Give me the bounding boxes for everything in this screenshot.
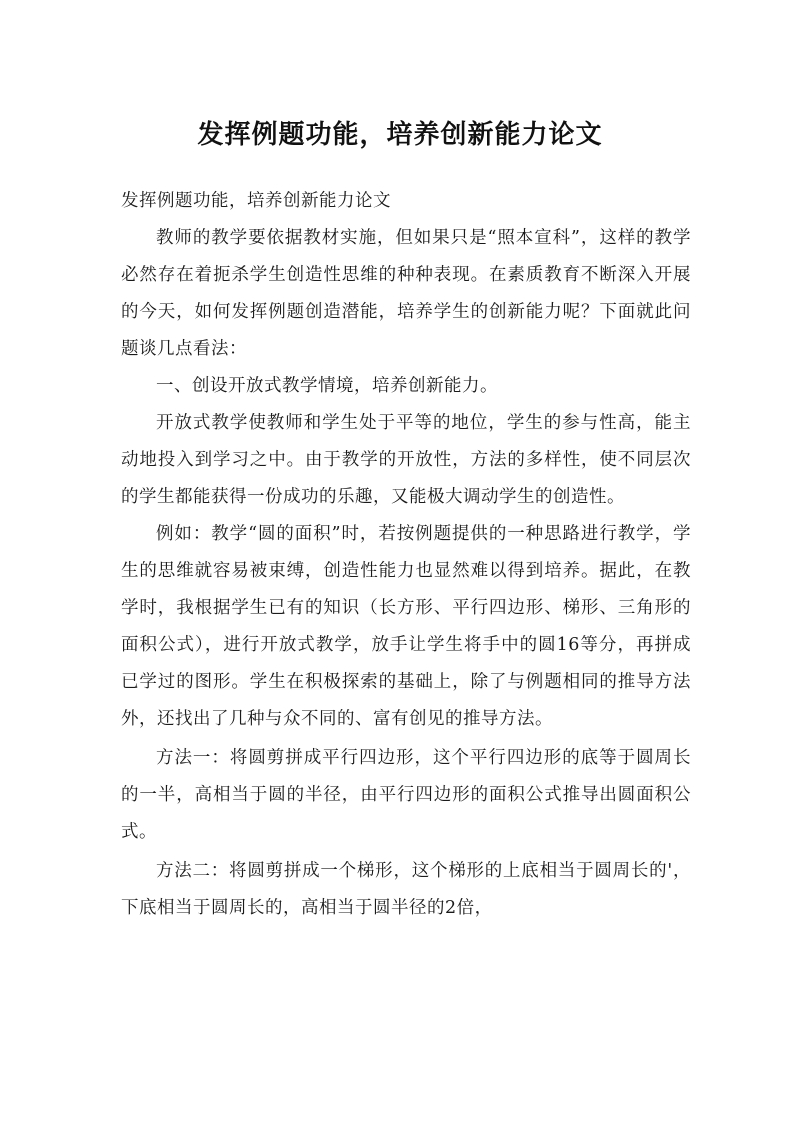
- section-heading-1: 一、创设开放式教学情境，培养创新能力。: [156, 376, 498, 396]
- document-subtitle: 发挥例题功能，培养创新能力论文: [121, 191, 391, 211]
- paragraph-open-teaching: 开放式教学使教师和学生处于平等的地位，学生的参与性高，能主动地投入到学习之中。由于教学的开放性，方法的多样性，使不同层次的学生都能获得一份成功的乐趣，又能极大调动学生的创造性。: [121, 413, 691, 507]
- paragraph-method-2: 方法二：将圆剪拼成一个梯形，这个梯形的上底相当于圆周长的'，下底相当于圆周长的，高相当于圆半径的2倍，: [121, 861, 691, 918]
- paragraph-method-1: 方法一：将圆剪拼成平行四边形，这个平行四边形的底等于圆周长的一半，高相当于圆的半径，由平行四边形的面积公式推导出圆面积公式。: [121, 748, 691, 842]
- document-body: [121, 183, 691, 927]
- document-title: 发挥例题功能，培养创新能力论文: [197, 120, 603, 151]
- paragraph-example: 例如：教学“圆的面积”时，若按例题提供的一种思路进行教学，学生的思维就容易被束缚，创造性能力也显然难以得到培养。据此，在教学时，我根据学生已有的知识（长方形、平行四边形、梯形、三角形的面积公式），进行开放式教学，放手让学生将手中的圆16等分，再拼成已学过的图形。学生在积极探索的基础上，除了与例题相同的推导方法外，还找出了几种与众不同的、富有创见的推导方法。: [121, 524, 691, 729]
- paragraph-intro: 教师的教学要依据教材实施，但如果只是“照本宣科”，这样的教学必然存在着扼杀学生创造性思维的种种表现。在素质教育不断深入开展的今天，如何发挥例题创造潜能，培养学生的创新能力呢？下面就此问题谈几点看法：: [121, 228, 691, 359]
